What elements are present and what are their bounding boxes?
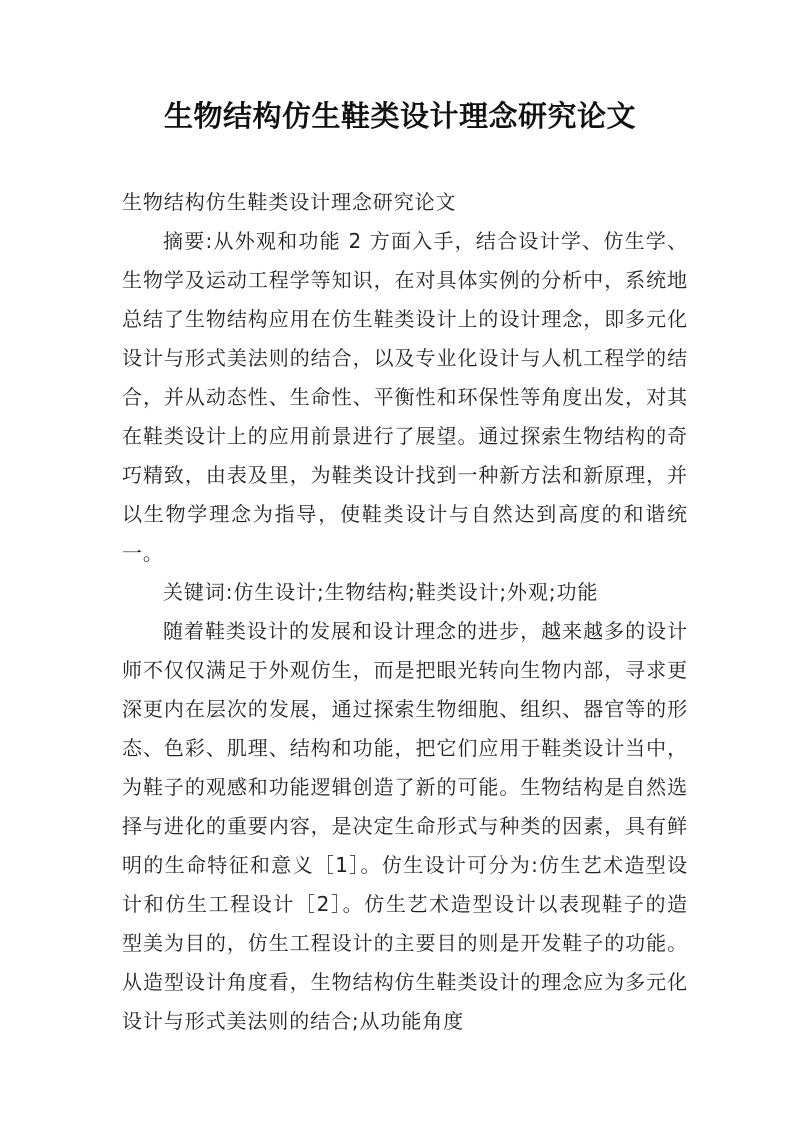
document-subtitle: 生物结构仿生鞋类设计理念研究论文	[122, 190, 457, 214]
abstract-paragraph: 摘要:从外观和功能 2 方面入手，结合设计学、仿生学、生物学及运动工程学等知识，在对具体实例的分析中，系统地总结了生物结构应用在仿生鞋类设计上的设计理念，即多元化设计与形式美法则的结合，以及专业化设计与人机工程学的结合，并从动态性、生命性、平衡性和环保性等角度出发，对其在鞋类设计上的应用前景进行了展望。通过探索生物结构的奇巧精致，由表及里，为鞋类设计找到一种新方法和新原理，并以生物学理念为指导，使鞋类设计与自然达到高度的和谐统一。	[122, 229, 688, 565]
document-title: 生物结构仿生鞋类设计理念研究论文	[163, 99, 636, 133]
document-body	[122, 183, 688, 1041]
keywords-paragraph: 关键词:仿生设计;生物结构;鞋类设计;外观;功能	[163, 580, 599, 604]
body-paragraph: 随着鞋类设计的发展和设计理念的进步，越来越多的设计师不仅仅满足于外观仿生，而是把眼光转向生物内部，寻求更深更内在层次的发展，通过探索生物细胞、组织、器官等的形态、色彩、肌理、结构和功能，把它们应用于鞋类设计当中，为鞋子的观感和功能逻辑创造了新的可能。生物结构是自然选择与进化的重要内容，是决定生命形式与种类的因素，具有鲜明的生命特征和意义［1］。仿生设计可分为:仿生艺术造型设计和仿生工程设计［2］。仿生艺术造型设计以表现鞋子的造型美为目的，仿生工程设计的主要目的则是开发鞋子的功能。从造型设计角度看，生物结构仿生鞋类设计的理念应为多元化设计与形式美法则的结合;从功能角度	[122, 619, 688, 1033]
